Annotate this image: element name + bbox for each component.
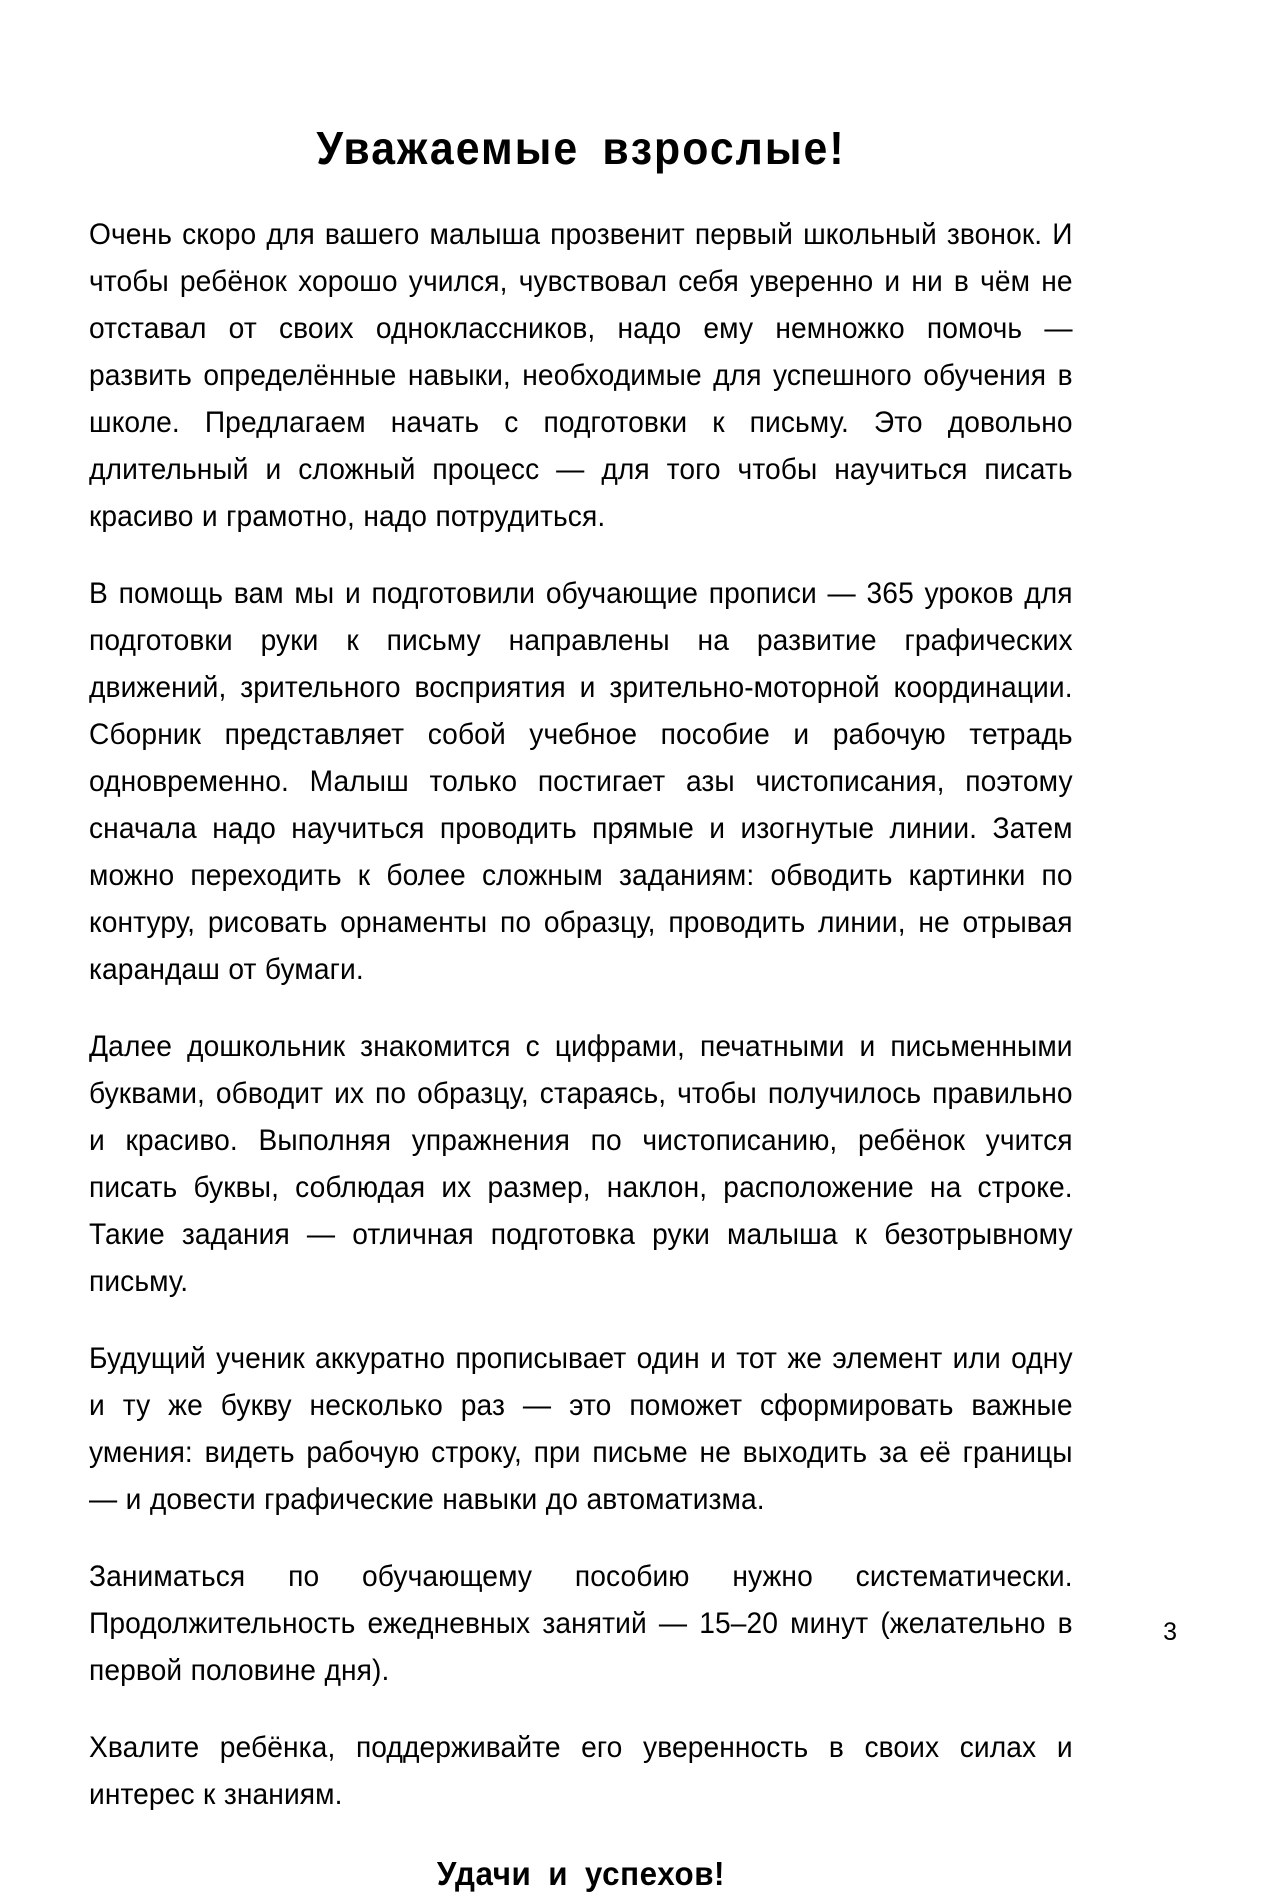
body-paragraph-5: Заниматься по обучающему пособию нужно систематически. Продолжительность ежедневных занятий — 15–20 минут (желательно в первой половине дня). xyxy=(89,1559,1073,1687)
body-paragraph-4: Будущий ученик аккуратно прописывает один и тот же элемент или одну и ту же букву несколько раз — это поможет сформировать важные умения: видеть рабочую строку, при письме не выходить за её границы — и довести графические навыки до автоматизма. xyxy=(89,1341,1073,1516)
page-content xyxy=(89,122,1073,1893)
page-number: 3 xyxy=(1163,1618,1177,1646)
body-paragraph-2: В помощь вам мы и подготовили обучающие прописи — 365 уроков для подготовки руки к письму направлены на развитие графических движений, зрительного восприятия и зрительно-моторной координации. Сборник представляет собой учебное пособие и рабочую тетрадь одновременно. Малыш только постигает азы чистописания, поэтому сначала надо научиться проводить прямые и изогнутые линии. Затем можно переходить к более сложным заданиям: обводить картинки по контуру, рисовать орнаменты по образцу, проводить линии, не отрывая карандаш от бумаги. xyxy=(89,576,1073,986)
body-paragraph-1: Очень скоро для вашего малыша прозвенит первый школьный звонок. И чтобы ребёнок хорошо учился, чувствовал себя уверенно и ни в чём не отставал от своих одноклассников, надо ему немножко помочь — развить определённые навыки, необходимые для успешного обучения в школе. Предлагаем начать с подготовки к письму. Это довольно длительный и сложный процесс — для того чтобы научиться писать красиво и грамотно, надо потрудиться. xyxy=(89,217,1073,533)
body-paragraph-3: Далее дошкольник знакомится с цифрами, печатными и письменными буквами, обводит их по образцу, стараясь, чтобы получилось правильно и красиво. Выполняя упражнения по чистописанию, ребёнок учится писать буквы, соблюдая их размер, наклон, расположение на строке. Такие задания — отличная подготовка руки малыша к безотрывному письму. xyxy=(89,1029,1073,1298)
closing-line: Удачи и успехов! xyxy=(436,1854,726,1892)
page-title: Уважаемые взрослые! xyxy=(316,122,846,174)
body-paragraph-6: Хвалите ребёнка, поддерживайте его уверенность в своих силах и интерес к знаниям. xyxy=(89,1730,1073,1811)
